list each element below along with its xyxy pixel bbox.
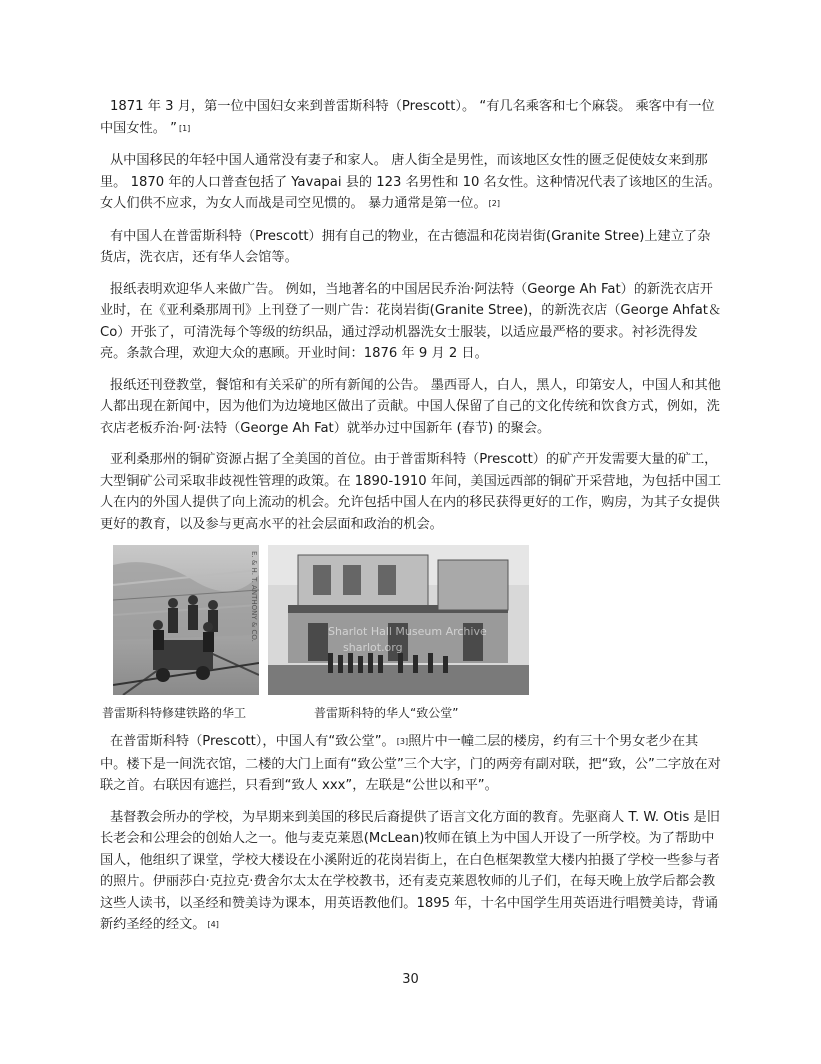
caption-railway-workers: 普雷斯科特修建铁路的华工: [102, 706, 247, 720]
watermark-line-1: Sharlot Hall Museum Archive: [328, 625, 487, 638]
paragraph-2: 从中国移民的年轻中国人通常没有妻子和家人。 唐人街全是男性，而该地区女性的匮乏促使妓女来到那里。 1870 年的人口普查包括了 Yavapai 县的 123 名男性和 10 名女性。这种情况代表了该地区的生活。 女人们供不应求，为女人而战是司空见惯的。 暴力通常是第一位。 [2]: [100, 153, 721, 211]
document-body: [100, 96, 722, 947]
paragraph-1: 1871 年 3 月，第一位中国妇女来到普雷斯科特（Prescott）。 “有几名乘客和七个麻袋。 乘客中有一位中国女性。 ” [1]: [100, 99, 715, 136]
figure-row: [100, 545, 722, 727]
paragraph-3: 有中国人在普雷斯科特（Prescott）拥有自己的物业，在古德温和花岗岩街(Granite Stree)上建立了杂货店，洗衣店，还有华人会馆等。: [100, 228, 711, 265]
footnote-ref-3[interactable]: [3]: [396, 737, 409, 746]
paragraph-6: 亚利桑那州的铜矿资源占据了全美国的首位。由于普雷斯科特（Prescott）的矿产开发需要大量的矿工，大型铜矿公司采取非歧视性管理的政策。在 1890-1910 年间，美国远西部的铜矿开采营地，为包括中国工人在内的外国人提供了向上流动的机会。允许包括中国人在内的移民获得更好的工作，购房，为其子女提供更好的教育，以及参与更高水平的社会层面和政治的机会。: [100, 452, 721, 532]
footnote-ref-1[interactable]: [1]: [178, 123, 191, 133]
paragraph-4: 报纸表明欢迎华人来做广告。 例如，当地著名的中国居民乔治·阿法特（George Ah Fat）的新洗衣店开业时，在《亚利桑那周刊》上刊登了一则广告：花岗岩街(Granite Stree)，的新洗衣店（George Ahfat＆Co）开张了，可清洗每个等级的纺织品，通过浮动机器洗女士服装，以适应最严格的要求。衬衫洗得发亮。条款合理，欢迎大众的惠顾。开业时间：1876 年 9 月 2 日。: [100, 281, 722, 361]
paragraph-7: 在普雷斯科特（Prescott），中国人有“致公堂”。 [3]照片中一幢二层的楼房，约有三十个男女老少在其中。楼下是一间洗衣馆，二楼的大门上面有“致公堂”三个大字，门的两旁有副对联，把“致，公”二字放在对联之首。右联因有遮拦，只看到“致人 xxx”，左联是“公世以和平”。: [100, 734, 721, 793]
caption-zhigongtang: 普雷斯科特的华人“致公堂”: [314, 706, 459, 720]
watermark-line-2: sharlot.org: [343, 641, 403, 654]
railway-workers-photo: [113, 545, 259, 695]
footnote-ref-4[interactable]: [4]: [207, 920, 219, 929]
photo-studio-mark: E. & H. T. ANTHONY & CO.: [250, 551, 258, 642]
zhigongtang-photo: [268, 545, 529, 695]
footnote-ref-2[interactable]: [2]: [488, 199, 500, 208]
page-number: 30: [402, 972, 419, 987]
paragraph-8: 基督教会所办的学校，为早期来到美国的移民后裔提供了语言文化方面的教育。先驱商人 T. W. Otis 是旧长老会和公理会的创始人之一。他与麦克莱恩(McLean)牧师在镇上为中国人开设了一所学校。为了帮助中国人，他组织了课堂，学校大楼设在小溪附近的花岗岩街上，在白色框架教堂大楼内拍摄了学校一些参与者的照片。伊丽莎白·克拉克·费舍尔太太在学校教书，还有麦克莱恩牧师的儿子们，在每天晚上放学后都会教这些人读书，以圣经和赞美诗为课本，用英语教他们。1895 年，十名中国学生用英语进行唱赞美诗，背诵新约圣经的经文。 [4]: [100, 809, 720, 932]
paragraph-5: 报纸还刊登教堂，餐馆和有关采矿的所有新闻的公告。 墨西哥人，白人，黑人，印第安人，中国人和其他人都出现在新闻中，因为他们为边境地区做出了贡献。中国人保留了自己的文化传统和饮食方式，例如，洗衣店老板乔治·阿·法特（George Ah Fat）就举办过中国新年 (春节) 的聚会。: [100, 377, 721, 436]
